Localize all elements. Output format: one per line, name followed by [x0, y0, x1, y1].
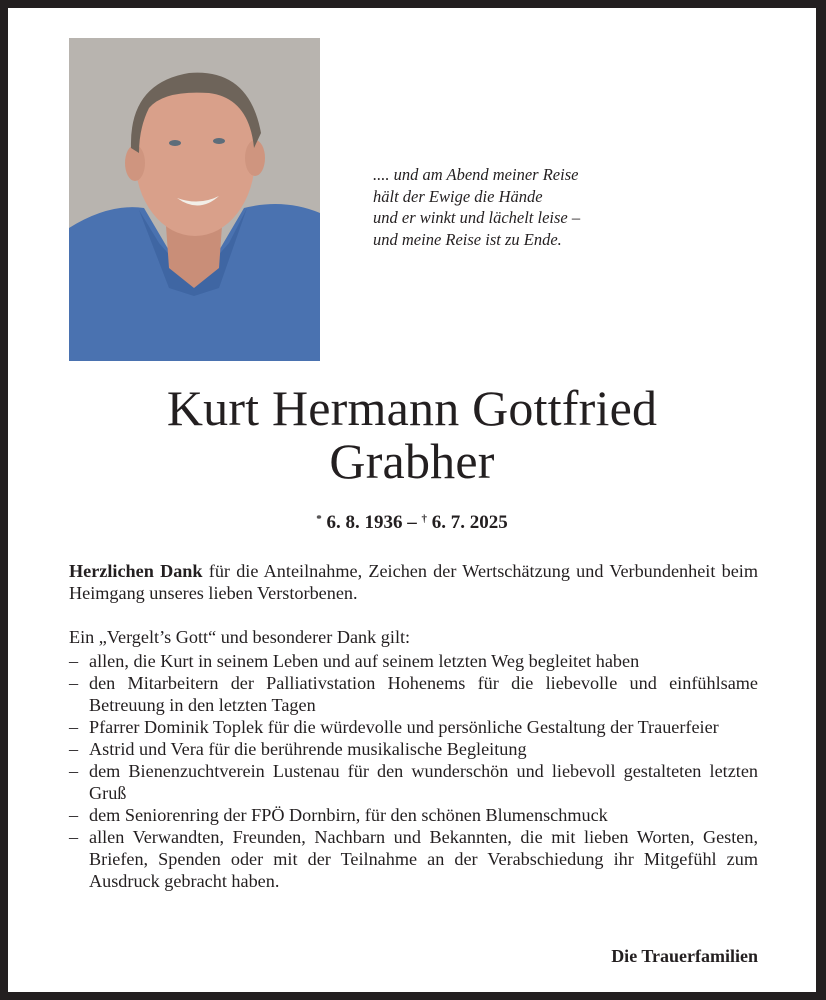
list-item: – Pfarrer Dominik Toplek für die würdevolle und persönliche Gestaltung der Trauerfeier: [69, 717, 719, 737]
quote-line: und meine Reise ist zu Ende.: [373, 229, 562, 249]
obituary-card: [8, 8, 816, 992]
list-item: – allen Verwandten, Freunden, Nachbarn und Bekannten, die mit lieben Worten, Gesten, Briefen, Spenden oder mit der Teilnahme an der Verabschiedung ihr Mitgefühl zum Ausdruck gebracht haben.: [69, 827, 758, 891]
dash-icon: –: [69, 805, 79, 825]
quote-line: .... und am Abend meiner Reise: [373, 165, 579, 184]
birth-star-icon: *: [316, 513, 322, 525]
death-cross-icon: †: [421, 513, 427, 525]
portrait-image: [69, 38, 320, 361]
name-line-2: Grabher: [329, 433, 495, 489]
deceased-name: [8, 382, 816, 488]
signature: Die Trauerfamilien: [611, 946, 758, 966]
dash-icon: –: [69, 673, 79, 693]
dash-icon: –: [69, 739, 79, 759]
life-dates: [8, 512, 816, 534]
thanks-list: [69, 650, 758, 892]
portrait-photo: [69, 38, 320, 361]
thanks-heading: Ein „Vergelt’s Gott“ und besonderer Dank gilt:: [69, 627, 411, 647]
memorial-quote: [373, 164, 580, 250]
list-item: – dem Seniorenring der FPÖ Dornbirn, für den schönen Blumenschmuck: [69, 805, 608, 825]
intro-paragraph: [69, 560, 758, 604]
list-item: – dem Bienenzuchtverein Lustenau für den wunderschön und liebevoll gestalteten letzten Gruß: [69, 761, 758, 803]
list-item: – allen, die Kurt in seinem Leben und auf seinem letzten Weg begleitet haben: [69, 651, 640, 671]
dash-icon: –: [69, 651, 79, 671]
intro-bold: Herzlichen Dank: [69, 561, 203, 581]
quote-line: hält der Ewige die Hände: [373, 186, 543, 206]
dash-icon: –: [69, 761, 79, 781]
list-item: – Astrid und Vera für die berührende musikalische Begleitung: [69, 739, 527, 759]
thank-you-text: [69, 560, 758, 892]
birth-date: 6. 8. 1936: [326, 512, 403, 533]
date-separator: –: [402, 512, 422, 533]
dash-icon: –: [69, 717, 79, 737]
list-item: – den Mitarbeitern der Palliativstation Hohenems für die liebevolle und einfühlsame Betreuung in den letzten Tagen: [69, 673, 758, 715]
quote-line: und er winkt und lächelt leise –: [373, 208, 581, 227]
dash-icon: –: [69, 827, 79, 847]
name-line-1: Kurt Hermann Gottfried: [166, 380, 658, 436]
intro-rest: für die Anteilnahme, Zeichen der Wertschätzung und Verbundenheit beim Heimgang unseres lieben Verstorbenen.: [69, 561, 758, 603]
death-date: 6. 7. 2025: [431, 512, 508, 533]
